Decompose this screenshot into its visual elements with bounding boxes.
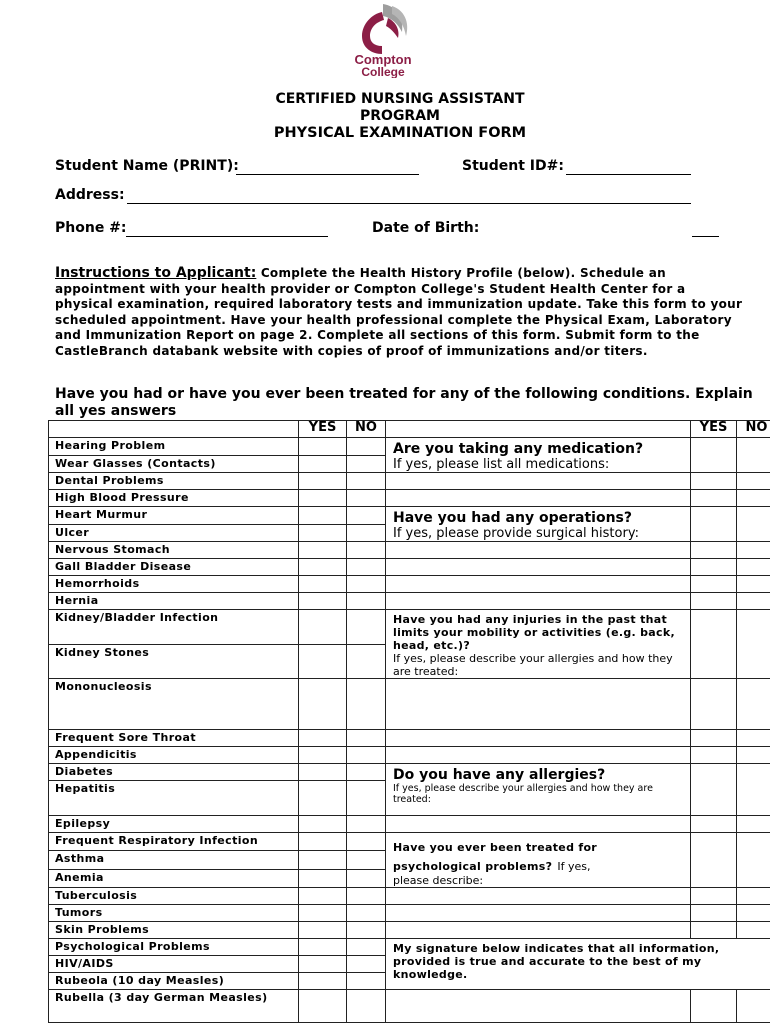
form-title: PHYSICAL EXAMINATION FORM bbox=[273, 125, 527, 141]
condition-label: HIV/AIDS bbox=[49, 956, 299, 973]
header-blank-cell bbox=[386, 421, 691, 438]
blank-cell bbox=[386, 888, 691, 905]
condition-label: Epilepsy bbox=[49, 816, 299, 833]
no-header-right: NO bbox=[737, 421, 770, 438]
psych-question: Have you ever been treated for psychological problems? bbox=[393, 841, 598, 873]
condition-no-box[interactable] bbox=[347, 559, 386, 576]
blank-no-box[interactable] bbox=[737, 576, 770, 593]
condition-label: Rubella (3 day German Measles) bbox=[49, 990, 299, 1023]
condition-label: Diabetes bbox=[49, 764, 299, 781]
condition-yes-box[interactable] bbox=[299, 473, 347, 490]
condition-no-box[interactable] bbox=[347, 473, 386, 490]
condition-no-box[interactable] bbox=[347, 610, 386, 645]
instructions-body: Complete the Health History Profile (below). Schedule an appointment with your health provider or Compton College's Student Health Center for a physical examination, required laboratory tests and immunization update. Take this form to your scheduled appointment. Have your health professional complete the Physical Exam, Laboratory and Immunization Report on page 2. Complete all sections of this form. Submit form to the CastleBranch databank website with copies of proof of immunizations and/or titers. bbox=[55, 266, 743, 358]
condition-yes-box[interactable] bbox=[299, 490, 347, 507]
condition-label: Hearing Problem bbox=[49, 438, 299, 456]
blank-cell bbox=[386, 905, 691, 922]
condition-no-box[interactable] bbox=[347, 524, 386, 542]
condition-label: Frequent Sore Throat bbox=[49, 730, 299, 747]
blank-yes-box[interactable] bbox=[691, 490, 737, 507]
blank-cell bbox=[386, 990, 691, 1023]
condition-label: Dental Problems bbox=[49, 473, 299, 490]
condition-no-box[interactable] bbox=[347, 888, 386, 905]
condition-no-box[interactable] bbox=[347, 455, 386, 473]
condition-label: Rubeola (10 day Measles) bbox=[49, 973, 299, 990]
condition-yes-box[interactable] bbox=[299, 679, 347, 730]
medication-instruction: If yes, please list all medications: bbox=[393, 457, 610, 472]
blank-no-box[interactable] bbox=[737, 559, 770, 576]
blank-cell bbox=[386, 816, 691, 833]
condition-label: Gall Bladder Disease bbox=[49, 559, 299, 576]
blank-no-box[interactable] bbox=[737, 990, 770, 1023]
blank-yes-box[interactable] bbox=[691, 990, 737, 1023]
psych-yes-box[interactable] bbox=[691, 833, 737, 888]
injuries-cell bbox=[386, 610, 691, 679]
condition-yes-box[interactable] bbox=[299, 610, 347, 645]
blank-cell bbox=[386, 490, 691, 507]
condition-no-box[interactable] bbox=[347, 869, 386, 887]
condition-label: Skin Problems bbox=[49, 922, 299, 939]
condition-yes-box[interactable] bbox=[299, 905, 347, 922]
phone-field[interactable] bbox=[126, 236, 328, 237]
blank-yes-box[interactable] bbox=[691, 542, 737, 559]
condition-no-box[interactable] bbox=[347, 816, 386, 833]
operations-question: Have you had any operations? bbox=[393, 510, 632, 526]
blank-yes-box[interactable] bbox=[691, 747, 737, 764]
compton-college-logo bbox=[352, 2, 414, 78]
condition-no-box[interactable] bbox=[347, 747, 386, 764]
allergies-instruction: If yes, please describe your allergies and how they are treated: bbox=[393, 783, 653, 805]
condition-label: Kidney Stones bbox=[49, 644, 299, 679]
blank-no-box[interactable] bbox=[737, 490, 770, 507]
allergies-no-box[interactable] bbox=[737, 764, 770, 816]
blank-cell bbox=[386, 473, 691, 490]
condition-no-box[interactable] bbox=[347, 939, 386, 956]
condition-no-box[interactable] bbox=[347, 576, 386, 593]
allergies-cell bbox=[386, 764, 691, 816]
condition-yes-box[interactable] bbox=[299, 730, 347, 747]
condition-yes-box[interactable] bbox=[299, 764, 347, 781]
blank-no-box[interactable] bbox=[737, 905, 770, 922]
conditions-question: Have you had or have you ever been treated for any of the following conditions. Explain all yes answers bbox=[55, 386, 753, 419]
student-name-label: Student Name (PRINT): bbox=[55, 158, 239, 174]
condition-no-box[interactable] bbox=[347, 990, 386, 1023]
medication-yes-box[interactable] bbox=[691, 438, 737, 473]
dob-field[interactable] bbox=[692, 236, 719, 237]
logo-text-college: College bbox=[361, 65, 405, 78]
condition-no-box[interactable] bbox=[347, 438, 386, 456]
blank-yes-box[interactable] bbox=[691, 888, 737, 905]
condition-yes-box[interactable] bbox=[299, 542, 347, 559]
condition-label: Frequent Respiratory Infection bbox=[49, 833, 299, 851]
condition-yes-box[interactable] bbox=[299, 939, 347, 956]
blank-no-box[interactable] bbox=[737, 679, 770, 730]
medication-question: Are you taking any medication? bbox=[393, 441, 644, 457]
blank-no-box[interactable] bbox=[737, 730, 770, 747]
student-id-field[interactable] bbox=[566, 174, 691, 175]
condition-yes-box[interactable] bbox=[299, 576, 347, 593]
header-blank-cell bbox=[49, 421, 299, 438]
condition-label: Tuberculosis bbox=[49, 888, 299, 905]
student-id-label: Student ID#: bbox=[462, 158, 564, 174]
condition-label: Heart Murmur bbox=[49, 507, 299, 525]
allergies-question: Do you have any allergies? bbox=[393, 767, 606, 783]
instructions-lead: Instructions to Applicant: bbox=[55, 265, 257, 281]
condition-label: Mononucleosis bbox=[49, 679, 299, 730]
condition-no-box[interactable] bbox=[347, 922, 386, 939]
condition-label: Hemorrhoids bbox=[49, 576, 299, 593]
operations-instruction: If yes, please provide surgical history: bbox=[393, 526, 639, 541]
condition-label: Anemia bbox=[49, 869, 299, 887]
blank-cell bbox=[386, 679, 691, 730]
blank-yes-box[interactable] bbox=[691, 576, 737, 593]
psych-no-box[interactable] bbox=[737, 833, 770, 888]
condition-no-box[interactable] bbox=[347, 973, 386, 990]
condition-yes-box[interactable] bbox=[299, 644, 347, 679]
blank-yes-box[interactable] bbox=[691, 679, 737, 730]
psych-cell bbox=[386, 833, 691, 888]
blank-yes-box[interactable] bbox=[691, 730, 737, 747]
condition-no-box[interactable] bbox=[347, 644, 386, 679]
psych-instruction: please describe: bbox=[393, 874, 484, 887]
health-history-table bbox=[48, 420, 770, 1023]
condition-yes-box[interactable] bbox=[299, 438, 347, 456]
address-field[interactable] bbox=[127, 203, 691, 204]
yes-header-right: YES bbox=[691, 421, 737, 438]
blank-cell bbox=[386, 730, 691, 747]
condition-yes-box[interactable] bbox=[299, 559, 347, 576]
condition-yes-box[interactable] bbox=[299, 990, 347, 1023]
condition-yes-box[interactable] bbox=[299, 524, 347, 542]
signature-statement: My signature below indicates that all information, provided is true and accurate to the best of my knowledge. bbox=[393, 942, 720, 981]
condition-yes-box[interactable] bbox=[299, 973, 347, 990]
condition-no-box[interactable] bbox=[347, 679, 386, 730]
condition-yes-box[interactable] bbox=[299, 833, 347, 851]
blank-no-box[interactable] bbox=[737, 747, 770, 764]
condition-label: Hernia bbox=[49, 593, 299, 610]
injuries-instruction: If yes, please describe your allergies and how they are treated: bbox=[393, 652, 673, 678]
blank-cell bbox=[386, 542, 691, 559]
yes-header: YES bbox=[299, 421, 347, 438]
condition-label: Wear Glasses (Contacts) bbox=[49, 455, 299, 473]
condition-yes-box[interactable] bbox=[299, 781, 347, 816]
condition-no-box[interactable] bbox=[347, 542, 386, 559]
condition-no-box[interactable] bbox=[347, 507, 386, 525]
condition-yes-box[interactable] bbox=[299, 507, 347, 525]
condition-no-box[interactable] bbox=[347, 851, 386, 869]
condition-yes-box[interactable] bbox=[299, 455, 347, 473]
blank-yes-box[interactable] bbox=[691, 905, 737, 922]
condition-label: Tumors bbox=[49, 905, 299, 922]
condition-label: Hepatitis bbox=[49, 781, 299, 816]
instructions bbox=[55, 266, 745, 359]
condition-label: Kidney/Bladder Infection bbox=[49, 610, 299, 645]
condition-no-box[interactable] bbox=[347, 730, 386, 747]
condition-yes-box[interactable] bbox=[299, 869, 347, 887]
condition-yes-box[interactable] bbox=[299, 956, 347, 973]
condition-yes-box[interactable] bbox=[299, 593, 347, 610]
operations-cell bbox=[386, 507, 691, 542]
psych-question-tail: If yes, bbox=[557, 860, 591, 873]
injuries-question: Have you had any injuries in the past that limits your mobility or activities (e.g. back, head, etc.)? bbox=[393, 613, 675, 652]
condition-no-box[interactable] bbox=[347, 781, 386, 816]
condition-no-box[interactable] bbox=[347, 593, 386, 610]
title-line-2: PROGRAM bbox=[360, 108, 440, 124]
operations-no-box[interactable] bbox=[737, 507, 770, 542]
condition-label: High Blood Pressure bbox=[49, 490, 299, 507]
student-name-field[interactable] bbox=[236, 174, 419, 175]
phone-label: Phone #: bbox=[55, 220, 127, 236]
operations-yes-box[interactable] bbox=[691, 507, 737, 542]
blank-yes-box[interactable] bbox=[691, 816, 737, 833]
blank-cell bbox=[386, 576, 691, 593]
condition-label: Asthma bbox=[49, 851, 299, 869]
condition-no-box[interactable] bbox=[347, 490, 386, 507]
logo-text-compton: Compton bbox=[354, 52, 412, 67]
condition-no-box[interactable] bbox=[347, 764, 386, 781]
condition-label: Appendicitis bbox=[49, 747, 299, 764]
medication-no-box[interactable] bbox=[737, 438, 770, 473]
condition-label: Ulcer bbox=[49, 524, 299, 542]
address-label: Address: bbox=[55, 187, 125, 203]
condition-label: Nervous Stomach bbox=[49, 542, 299, 559]
allergies-yes-box[interactable] bbox=[691, 764, 737, 816]
blank-yes-box[interactable] bbox=[691, 559, 737, 576]
dob-label: Date of Birth: bbox=[372, 220, 480, 236]
condition-yes-box[interactable] bbox=[299, 851, 347, 869]
blank-no-box[interactable] bbox=[737, 542, 770, 559]
blank-yes-box[interactable] bbox=[691, 593, 737, 610]
title-line-1: CERTIFIED NURSING ASSISTANT bbox=[275, 91, 525, 107]
blank-no-box[interactable] bbox=[737, 922, 770, 939]
blank-no-box[interactable] bbox=[737, 473, 770, 490]
condition-no-box[interactable] bbox=[347, 956, 386, 973]
injuries-yes-box[interactable] bbox=[691, 610, 737, 679]
blank-yes-box[interactable] bbox=[691, 922, 737, 939]
condition-yes-box[interactable] bbox=[299, 747, 347, 764]
medication-cell bbox=[386, 438, 691, 473]
blank-no-box[interactable] bbox=[737, 888, 770, 905]
blank-cell bbox=[386, 747, 691, 764]
blank-cell bbox=[386, 593, 691, 610]
blank-yes-box[interactable] bbox=[691, 473, 737, 490]
condition-label: Psychological Problems bbox=[49, 939, 299, 956]
blank-cell bbox=[386, 559, 691, 576]
no-header: NO bbox=[347, 421, 386, 438]
condition-no-box[interactable] bbox=[347, 905, 386, 922]
condition-yes-box[interactable] bbox=[299, 922, 347, 939]
condition-yes-box[interactable] bbox=[299, 816, 347, 833]
blank-cell bbox=[386, 922, 691, 939]
condition-no-box[interactable] bbox=[347, 833, 386, 851]
blank-no-box[interactable] bbox=[737, 816, 770, 833]
signature-cell bbox=[386, 939, 770, 990]
blank-no-box[interactable] bbox=[737, 593, 770, 610]
condition-yes-box[interactable] bbox=[299, 888, 347, 905]
injuries-no-box[interactable] bbox=[737, 610, 770, 679]
